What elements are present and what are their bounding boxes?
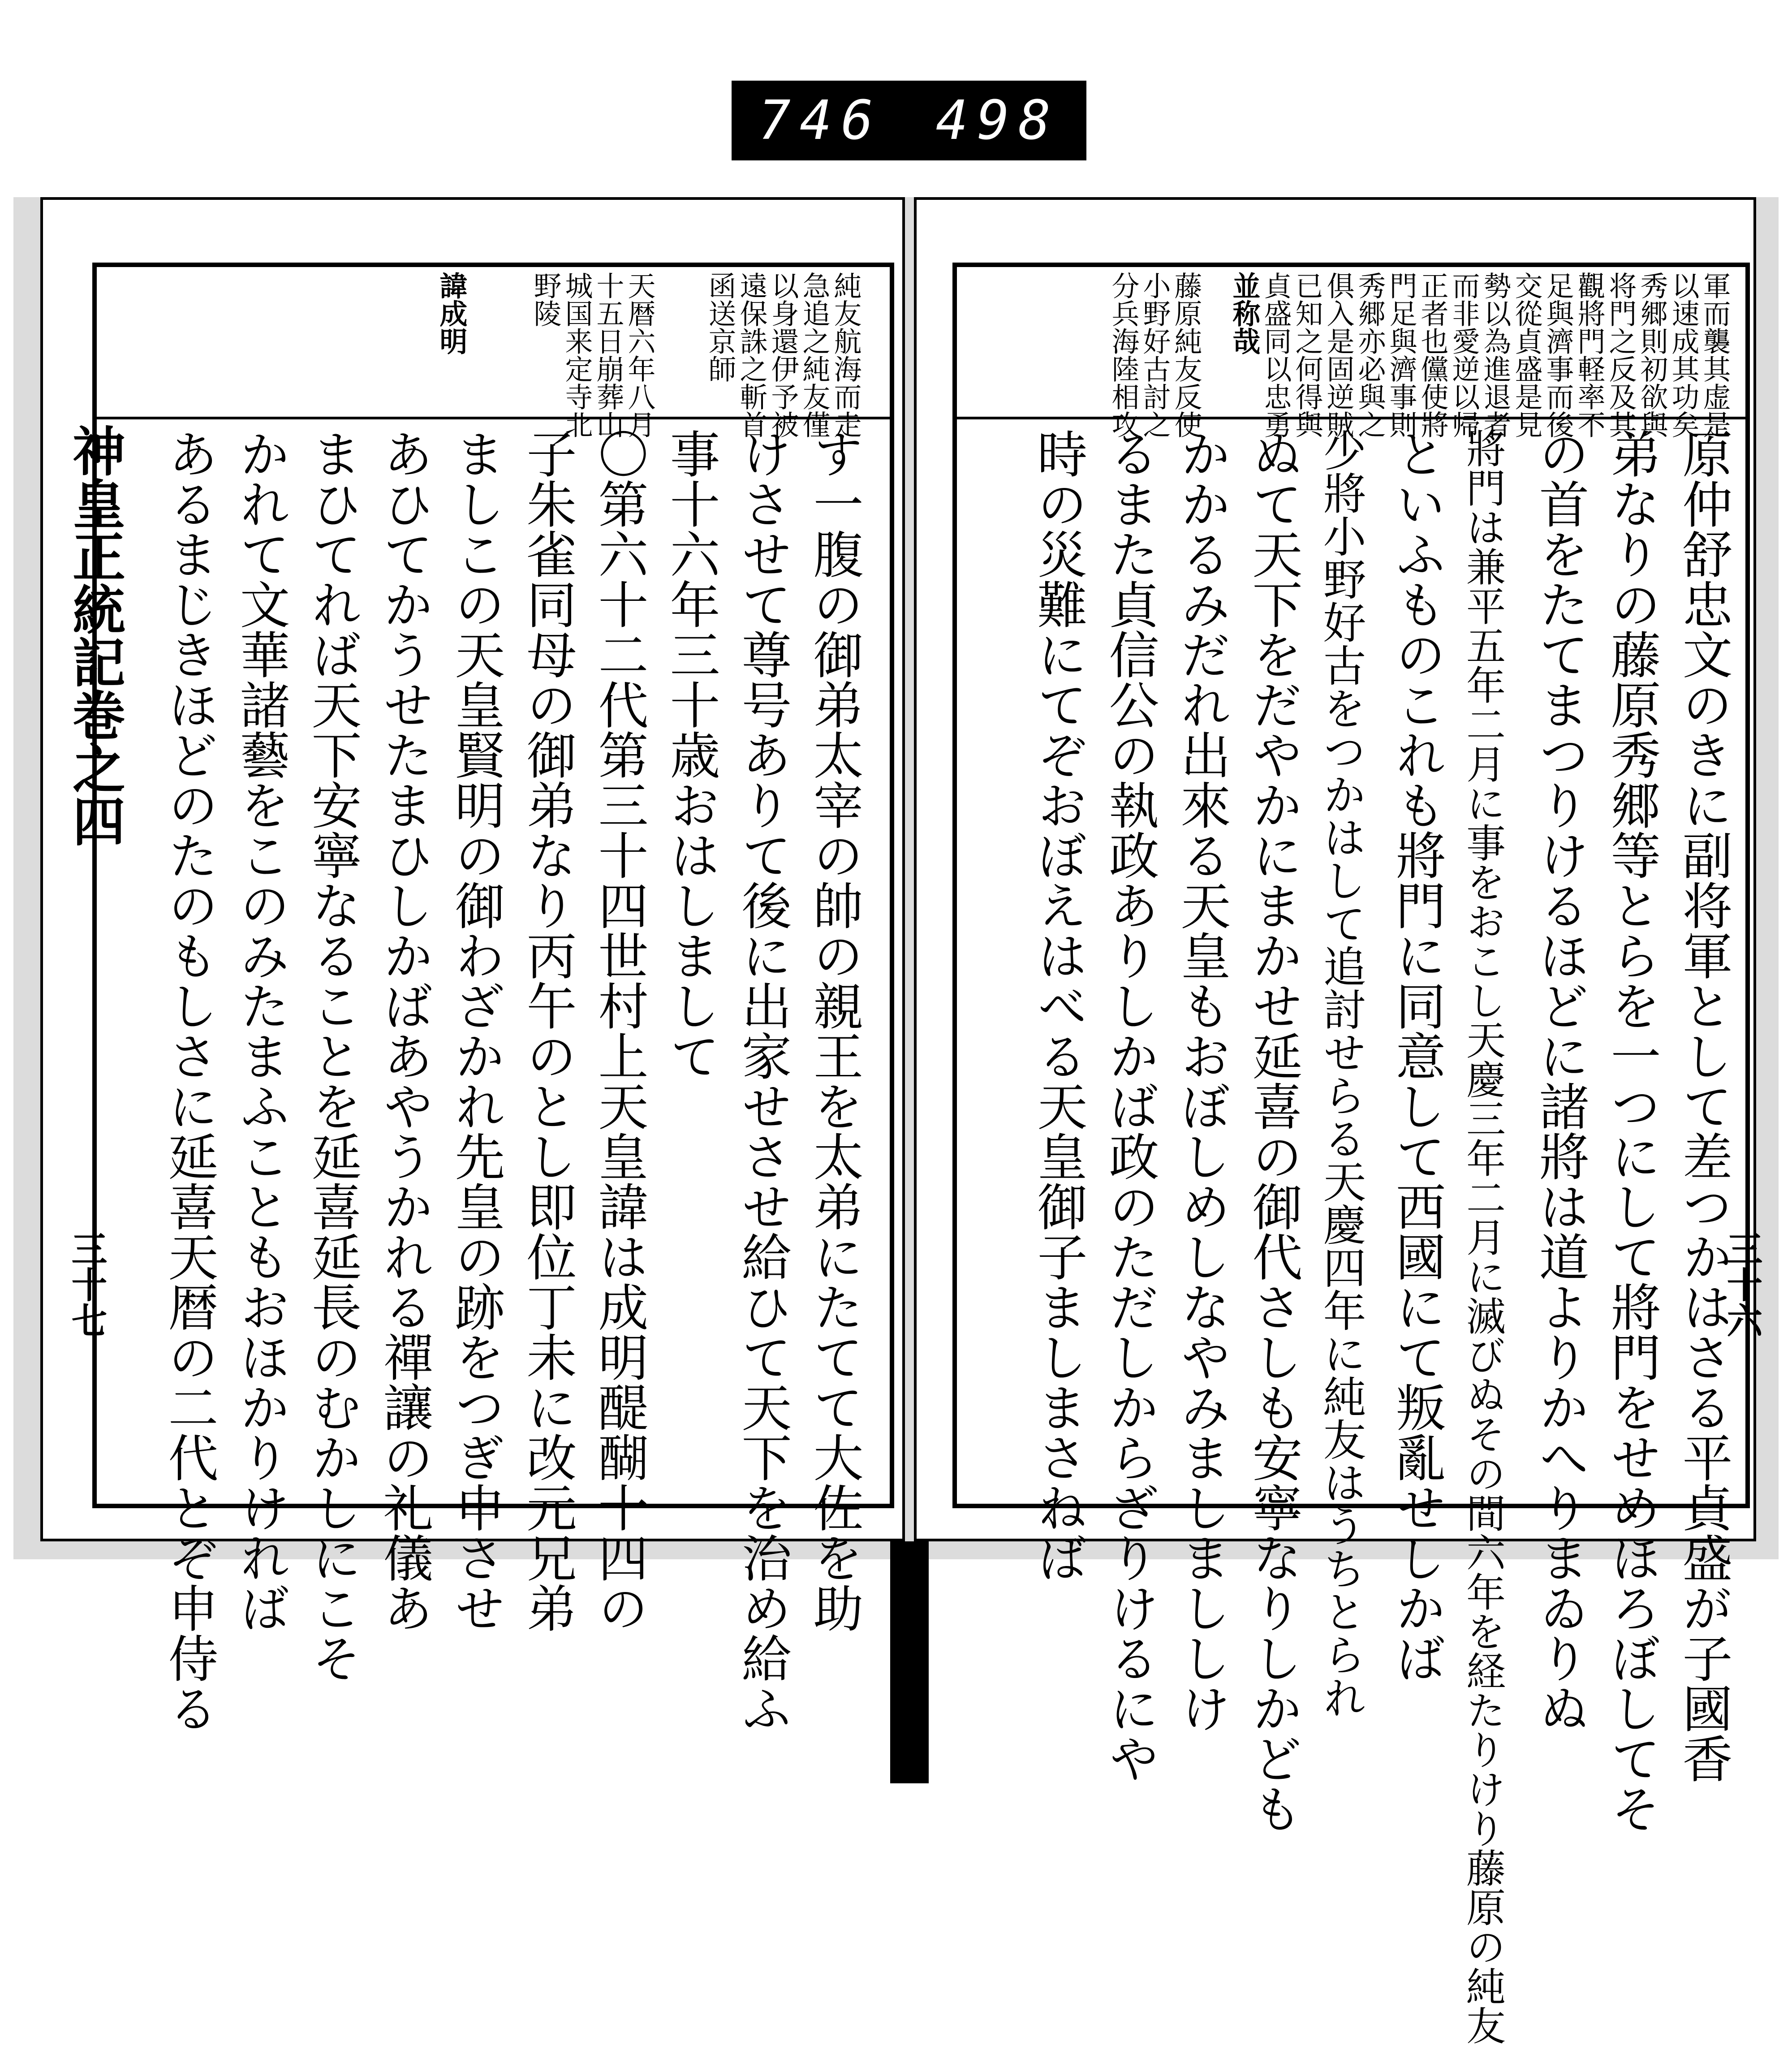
right-page bbox=[914, 197, 1763, 2045]
annotation-line: 秀郷則初欲與 bbox=[1636, 272, 1668, 438]
annotation-line: 遠保誅之斬首 bbox=[735, 272, 768, 438]
scan-label bbox=[732, 81, 1086, 160]
right-text-frame bbox=[952, 263, 1750, 2045]
left-side-title: 神皇正統記巻之四 bbox=[64, 424, 126, 847]
body-line: 子朱雀同母の御弟なり丙午のとし即位丁未に改元兄弟 bbox=[518, 428, 577, 1633]
annotation-line: 天暦六年八月 bbox=[623, 272, 656, 438]
body-line: 時の災難にてぞおぼえはべる天皇御子ましまさねば bbox=[1029, 428, 1087, 1583]
annotation-line: 已知之何得與 bbox=[1291, 272, 1323, 438]
annotation-line: 軍而襲其虚是 bbox=[1698, 272, 1731, 438]
annotation-line: 以身還伊予被 bbox=[767, 272, 799, 438]
body-line: あるまじきほどのたのもしさに延喜天暦の二代とぞ申侍る bbox=[160, 428, 218, 1733]
right-folio: 三十六 bbox=[1721, 1230, 1763, 1338]
body-line: 原仲舒忠文のきに副将軍として差つかはさる平貞盛が子國香 bbox=[1674, 428, 1732, 1783]
annotation-line: 小野好古討之 bbox=[1138, 272, 1171, 438]
body-line: ぬて天下をだやかにまかせ延喜の御代さしも安寧なりしかども bbox=[1244, 428, 1302, 1834]
annotation-line: 藤原純友反使 bbox=[1170, 272, 1202, 438]
annotation-line: 觀將門軽率不 bbox=[1573, 272, 1606, 438]
annotation-line: 並称哉 bbox=[1228, 272, 1261, 355]
left-annotation-band bbox=[97, 267, 890, 438]
body-line: るまた貞信公の執政ありしかば政のただしからざりけるにや bbox=[1101, 428, 1159, 1783]
annotation-line: 野陵 bbox=[529, 272, 562, 327]
body-line: 事十六年三十歳おはしまして bbox=[662, 428, 720, 1081]
annotation-line: 門足與濟事則 bbox=[1385, 272, 1417, 438]
left-page bbox=[40, 197, 905, 1733]
annotation-line: 諱成明 bbox=[435, 272, 468, 355]
body-line: かかるみだれ出來る天皇もおぼしめしなやみましまししけ bbox=[1172, 428, 1231, 1733]
annotation-line: 足與濟事而後 bbox=[1542, 272, 1574, 438]
body-line: 將門は兼平五年二月に事をおこし天慶三年二月に滅びぬその間六年を経たりけり藤原の純友 bbox=[1460, 428, 1506, 2045]
body-line: 少將小野好古をつかはして追討せらる天慶四年に純友はうちとられ bbox=[1316, 428, 1366, 1719]
body-line: 弟なりの藤原秀郷等とらを一つにして將門をせめほろぼしてそ bbox=[1602, 428, 1661, 1834]
right-annotation-band bbox=[957, 267, 1745, 438]
body-line: といふものこれも將門に同意して西國にて叛亂せしかば bbox=[1387, 428, 1446, 1683]
body-line: の首をたてまつりけるほどに諸將は道よりかへりまゐりぬ bbox=[1531, 428, 1589, 1733]
annotation-line: 急追之純友僅 bbox=[798, 272, 831, 438]
annotation-line: 勢以為進退者 bbox=[1479, 272, 1512, 438]
annotation-line: 而非愛逆以帰 bbox=[1447, 272, 1480, 438]
scan-number-right: 498 bbox=[935, 89, 1060, 152]
body-line: あひてかうせたまひしかばあやうかれる禪讓の礼儀あ bbox=[375, 428, 433, 1633]
annotation-line: 俱入是固逆賊 bbox=[1322, 272, 1355, 438]
scan-number-left: 746 bbox=[758, 89, 883, 152]
body-line: す一腹の御弟太宰の帥の親王を太弟にたてて大佐を助 bbox=[805, 428, 863, 1633]
body-line: まひてれば天下安寧なることを延喜延長のむかしにこそ bbox=[303, 428, 362, 1683]
annotation-line: 交從貞盛是見 bbox=[1510, 272, 1543, 438]
book-spread bbox=[13, 197, 1779, 2045]
left-text-frame bbox=[92, 263, 894, 1733]
body-line: かれて文華諸藝をこのみたまふこともおほかりければ bbox=[232, 428, 290, 1633]
left-folio: 三十七 bbox=[65, 1230, 108, 1338]
annotation-line: 函送京師 bbox=[704, 272, 737, 383]
annotation-line: 城国来定寺北 bbox=[560, 272, 593, 438]
annotation-line: 秀郷亦必與之 bbox=[1353, 272, 1386, 438]
body-line: ましこの天皇賢明の御わざかれ先皇の跡をつぎ申させ bbox=[447, 428, 505, 1633]
annotation-line: 貞盛同以忠勇 bbox=[1259, 272, 1292, 438]
body-line: けさせて尊号ありて後に出家せさせ給ひて天下を治め給ふ bbox=[733, 428, 792, 1733]
annotation-line: 正者也儻使將 bbox=[1416, 272, 1449, 438]
annotation-line: 純友航海而走 bbox=[829, 272, 862, 438]
annotation-line: 十五日崩葬山 bbox=[592, 272, 625, 438]
annotation-line: 以速成其功矣 bbox=[1667, 272, 1700, 438]
annotation-line: 分兵海陸相攻 bbox=[1107, 272, 1140, 438]
body-line: 〇第六十二代第三十四世村上天皇諱は成明醍醐十四の bbox=[590, 428, 648, 1633]
annotation-line: 将門之反及其 bbox=[1604, 272, 1637, 438]
spine-shadow bbox=[890, 1541, 929, 1783]
